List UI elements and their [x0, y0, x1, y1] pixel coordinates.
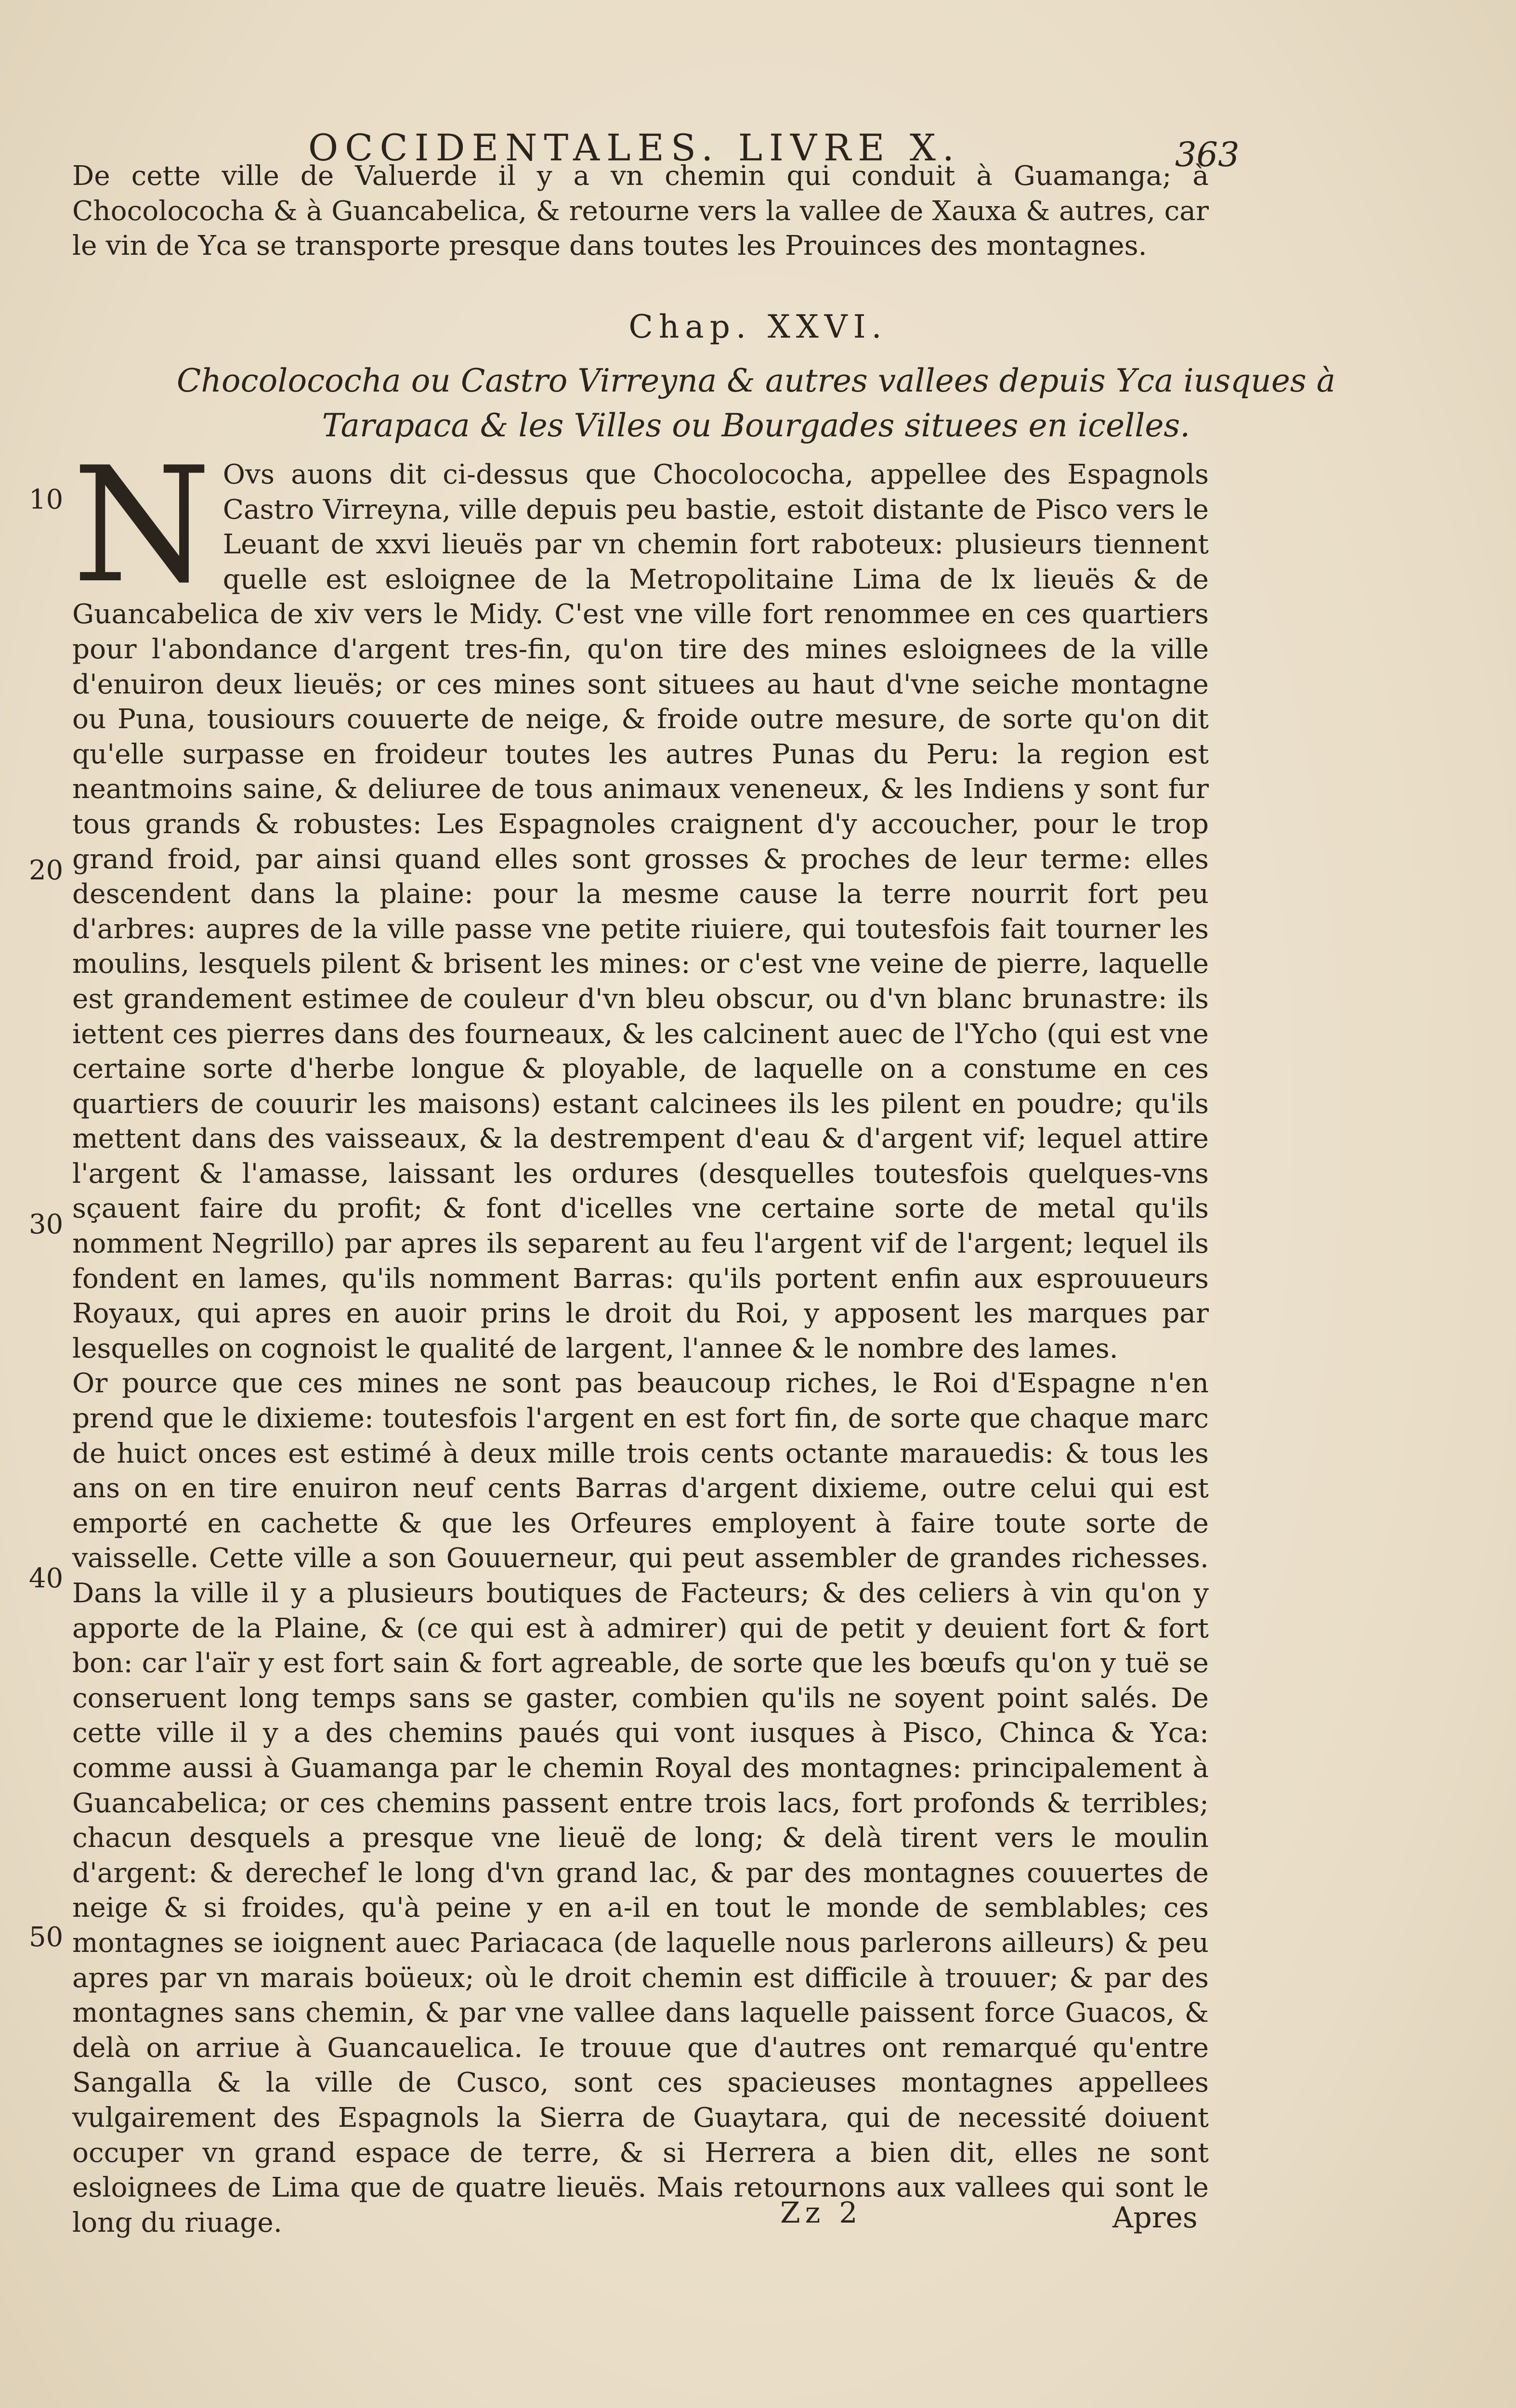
main-text	[72, 433, 1209, 2240]
chapter-subtitle-line-1: Chocolococha ou Castro Virreyna & autres vallees depuis Yca iusques à	[176, 362, 1336, 399]
chapter-heading: Chap. XXVI.	[628, 308, 888, 345]
line-number-30: 30	[29, 1209, 64, 1240]
line-number-10: 10	[29, 484, 64, 515]
line-number-40: 40	[29, 1563, 64, 1594]
drop-cap: N	[72, 433, 211, 618]
intro-paragraph	[72, 159, 1209, 264]
paragraph-2: Or pource que ces mines ne sont pas beaucoup riches, le Roi d'Espagne n'en prend que le dixieme: toutesfois l'argent en est fort fin, de sorte que chaque marc de huict onces est estimé à deux mille trois cents octante marauedis: & tous les ans on en tire enuiron neuf cents Barras d'argent dixieme, outre celui qui est emporté en cachette & que les Orfeures employent à faire toute sorte de vaisselle. Cette ville a son Gouuerneur, qui peut assembler de grandes richesses. Dans la ville il y a plusieurs boutiques de Facteurs; & des celiers à vin qu'on y apporte de la Plaine, & (ce qui est à admirer) qui de petit y deuient fort & fort bon: car l'aïr y est fort sain & fort agreable, de sorte que les bœufs qu'on y tuë se conseruent long temps sans se gaster, combien qu'ils ne soyent point salés. De cette ville il y a des chemins paués qui vont iusques à Pisco, Chinca & Yca: comme aussi à Guamanga par le chemin Royal des montagnes: principalement à Guancabelica; or ces chemins passent entre trois lacs, fort profonds & terribles; chacun desquels a presque vne lieuë de long; & delà tirent vers le moulin d'argent: & derechef le long d'vn grand lac, & par des montagnes couuertes de neige & si froides, qu'à peine y en a-il en tout le monde de semblables; ces montagnes se ioignent auec Pariacaca (de laquelle nous parlerons ailleurs) & peu apres par vn marais boüeux; où le droit chemin est difficile à trouuer; & par des montagnes sans chemin, & par vne vallee dans laquelle paissent force Guacos, & delà on arriue à Guancauelica. Ie trouue que d'autres ont remarqué qu'entre Sangalla & la ville de Cusco, sont ces spacieuses montagnes appellees vulgairement des Espagnols la Sierra de Guaytara, qui de necessité doiuent occuper vn grand espace de terre, & si Herrera a bien dit, elles ne sont esloignees de Lima que de quatre lieuës. Mais retournons aux vallees qui sont le long du riuage.	[72, 1368, 1209, 2238]
page-number: 363	[1175, 135, 1240, 174]
running-title: OCCIDENTALES. LIVRE X.	[308, 126, 961, 169]
signature-mark: Zz 2	[780, 2196, 863, 2230]
line-number-50: 50	[29, 1922, 64, 1953]
line-number-20: 20	[29, 855, 64, 886]
catchword: Apres	[1112, 2201, 1198, 2235]
chapter-subtitle-line-2: Tarapaca & les Villes ou Bourgades situees en icelles.	[322, 407, 1190, 444]
paragraph-1: Ovs auons dit ci-dessus que Chocolococha, appellee des Espagnols Castro Virreyna, ville depuis peu bastie, estoit distante de Pisco vers le Leuant de xxvi lieuës par vn chemin fort raboteux: plusieurs tiennent quelle est esloignee de la Metropolitaine Lima de lx lieuës & de Guancabelica de xiv vers le Midy. C'est vne ville fort renommee en ces quartiers pour l'abondance d'argent tres-fin, qu'on tire des mines esloignees de la ville d'enuiron deux lieuës; or ces mines sont situees au haut d'vne seiche montagne ou Puna, tousiours couuerte de neige, & froide outre mesure, de sorte qu'on dit qu'elle surpasse en froideur toutes les autres Punas du Peru: la region est neantmoins saine, & deliuree de tous animaux veneneux, & les Indiens y sont fur tous grands & robustes: Les Espagnoles craignent d'y accoucher, pour le trop grand froid, par ainsi quand elles sont grosses & proches de leur terme: elles descendent dans la plaine: pour la mesme cause la terre nourrit fort peu d'arbres: aupres de la ville passe vne petite riuiere, qui toutesfois fait tourner les moulins, lesquels pilent & brisent les mines: or c'est vne veine de pierre, laquelle est grandement estimee de couleur d'vn bleu obscur, ou d'vn blanc brunastre: ils iettent ces pierres dans des fourneaux, & les calcinent auec de l'Ycho (qui est vne certaine sorte d'herbe longue & ployable, de laquelle on a constume en ces quartiers de couurir les maisons) estant calcinees ils les pilent en poudre; qu'ils mettent dans des vaisseaux, & la destrempent d'eau & d'argent vif; lequel attire l'argent & l'amasse, laissant les ordures (desquelles toutesfois quelques-vns sçauent faire du profit; & font d'icelles vne certaine sorte de metal qu'ils nomment Negrillo) par apres ils separent au feu l'argent vif de l'argent; lequel ils fondent en lames, qu'ils nomment Barras: qu'ils portent enfin aux esprouueurs Royaux, qui apres en auoir prins le droit du Roi, y apposent les marques par lesquelles on cognoist le qualité de largent, l'annee & le nombre des lames.	[72, 459, 1209, 1364]
intro-text: De cette ville de Valuerde il y a vn chemin qui conduit à Guamanga; à Chocolococha & à Guancabelica, & retourne vers la vallee de Xauxa & autres, car le vin de Yca se transporte presque dans toutes les Prouinces des montagnes.	[72, 160, 1209, 262]
